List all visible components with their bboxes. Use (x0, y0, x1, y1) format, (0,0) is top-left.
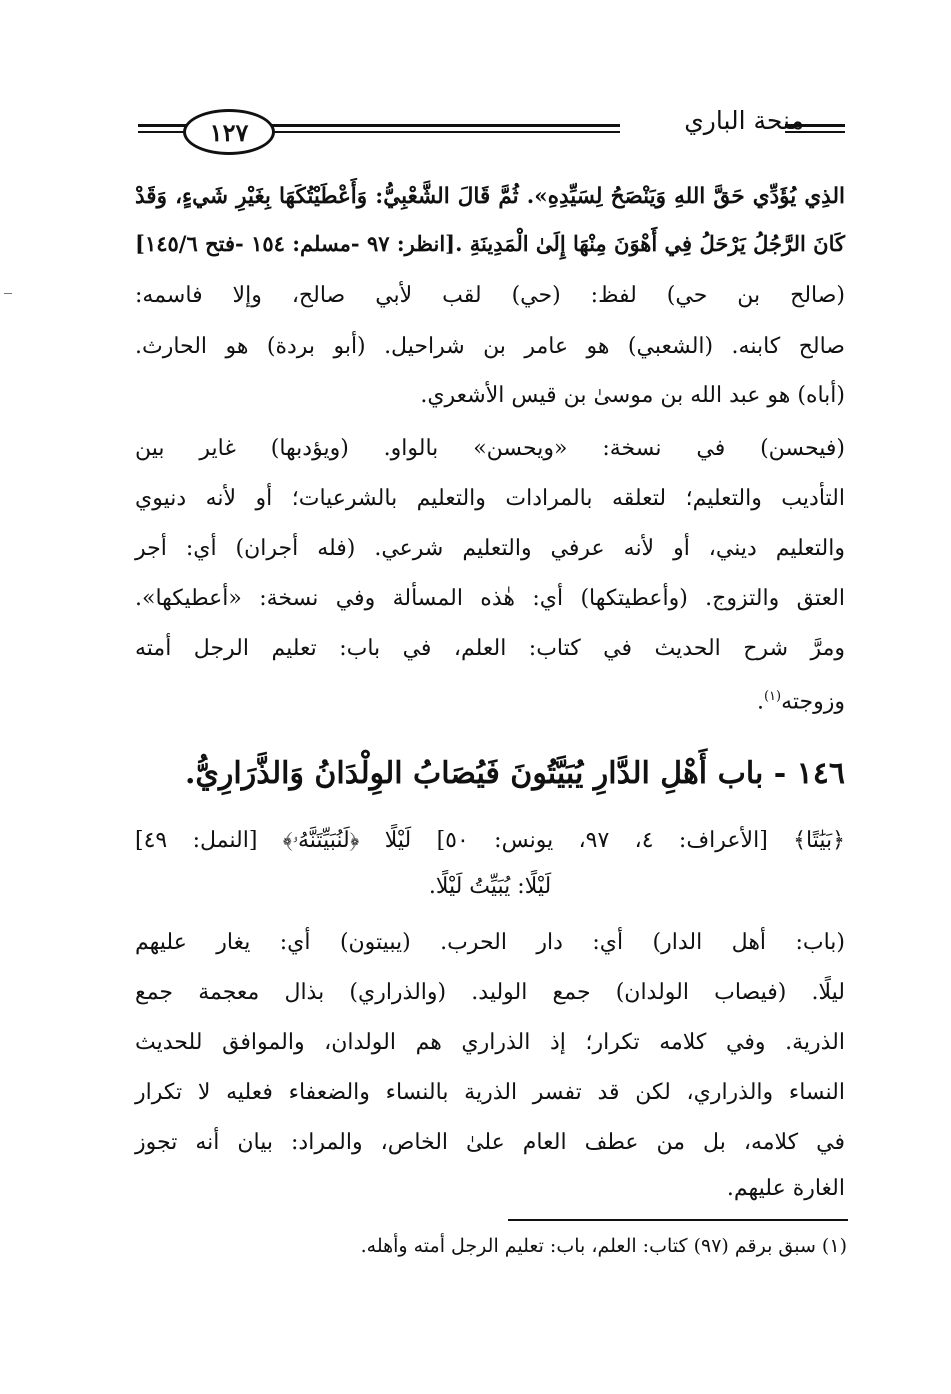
commentary-line-6: والتعليم ديني، أو لأنه عرفي والتعليم شرعي. (فله أجران) أي: أجر (135, 536, 845, 561)
hadith-line-2: كَانَ الرَّجُلُ يَرْحَلُ فِي أَهْوَنَ مِنْهَا إِلَىٰ الْمَدِينَةِ .[انظر: ٩٧ -مسلم: ١٥٤ -فتح ١٤٥/٦] (135, 231, 845, 256)
footnote: (١) سبق برقم (٩٧) كتاب: العلم، باب: تعليم الرجل أمته وأهله. (360, 1235, 847, 1257)
footnote-separator (508, 1219, 848, 1221)
header-rule-middle (268, 124, 620, 127)
commentary-line-1: (صالح بن حي) لفظ: (حي) لقب لأبي صالح، وإلا فاسمه: (135, 283, 845, 308)
commentary-line-3: (أباه) هو عبد الله بن موسىٰ بن قيس الأشعري. (420, 383, 845, 408)
hadith-line-1: الذِي يُؤَدِّي حَقَّ اللهِ وَيَنْصَحُ لِسَيِّدِهِ». ثُمَّ قَالَ الشَّعْبِيُّ: وَأَعْطَيْتُكَهَا بِغَيْرِ شَيءٍ، وَقَدْ (135, 184, 845, 209)
header-rule-left (138, 124, 186, 127)
verse-references: ﴿بَيَٰتًا﴾ [الأعراف: ٤، ٩٧، يونس: ٥٠] لَيْلًا ﴿لَنُبَيِّتَنَّهُۥ﴾ [النمل: ٤٩] (135, 828, 845, 853)
commentary-line-7: العتق والتزوج. (وأعطيتكها) أي: هٰذه المسألة وفي نسخة: «أعطيكها». (135, 586, 845, 611)
chapter-commentary-6: الغارة عليهم. (726, 1176, 845, 1201)
page-number-badge (183, 109, 275, 155)
chapter-commentary-4: النساء والذراري، لكن قد تفسر الذرية بالنساء والضعفاء فعليه لا تكرار (135, 1080, 845, 1105)
chapter-heading: ١٤٦ - باب أَهْلِ الدَّارِ يُبَيَّتُونَ فَيُصَابُ الوِلْدَانُ وَالذَّرَارِيُّ. (184, 756, 845, 791)
commentary-line-4: (فيحسن) في نسخة: «ويحسن» بالواو. (ويؤدبها) غاير بين (135, 436, 845, 461)
commentary-line-5: التأديب والتعليم؛ لتعلقه بالمرادات والتعليم بالشرعيات؛ أو لأنه دنيوي (135, 486, 845, 511)
chapter-commentary-2: ليلًا. (فيصاب الولدان) جمع الوليد. (والذراري) بذال معجمة جمع (135, 980, 845, 1005)
header-rule-left-thin (138, 131, 186, 133)
verse-gloss: لَيْلًا: يُبَيِّتُ لَيْلًا. (428, 874, 552, 899)
page-number: ١٢٧ (209, 117, 249, 147)
margin-mark (4, 293, 12, 294)
header-rule-middle-thin (268, 131, 620, 133)
commentary-line-9 (135, 676, 845, 718)
header-title: منحة الباري (684, 106, 804, 135)
footnote-ref: (١) (763, 689, 782, 704)
chapter-commentary-3: الذرية. وفي كلامه تكرار؛ إذ الذراري هم الولدان، والموافق للحديث (135, 1030, 845, 1055)
period: . (756, 689, 764, 715)
commentary-line-2: صالح كابنه. (الشعبي) هو عامر بن شراحيل. (أبو بردة) هو الحارث. (135, 334, 845, 359)
chapter-commentary-5: في كلامه، بل من عطف العام علىٰ الخاص، والمراد: بيان أنه تجوز (135, 1130, 845, 1155)
chapter-commentary-1: (باب: أهل الدار) أي: دار الحرب. (يبيتون) أي: يغار عليهم (135, 930, 845, 955)
commentary-line-9-text: وزوجته (781, 689, 845, 715)
commentary-line-8: ومرَّ شرح الحديث في كتاب: العلم، في باب: تعليم الرجل أمته (135, 636, 845, 661)
